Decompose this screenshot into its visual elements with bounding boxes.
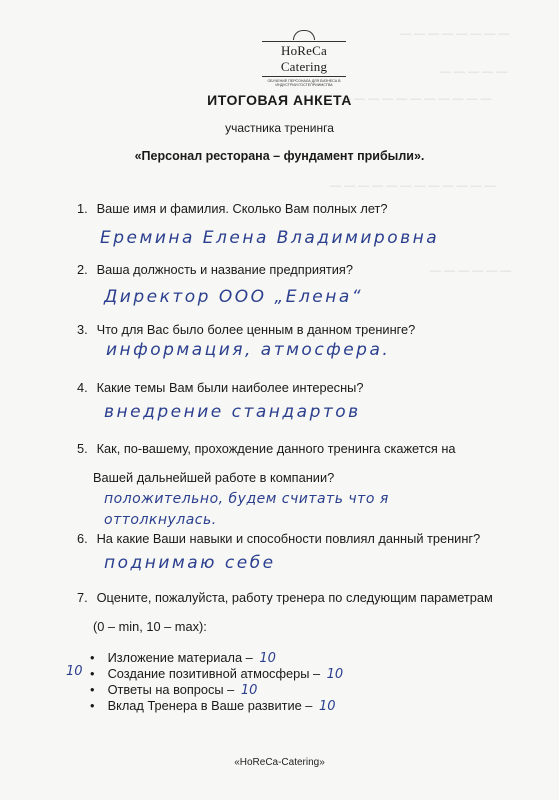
question-number: 4.: [77, 380, 88, 395]
question-text: Как, по-вашему, прохождение данного тренинга скажется на: [96, 441, 456, 456]
rating-item: [90, 698, 343, 714]
question-text: Какие темы Вам были наиболее интересны?: [96, 380, 364, 395]
page-subtitle: участника тренинга: [225, 121, 334, 135]
bullet-icon: •: [90, 682, 95, 697]
question-number: 7.: [77, 590, 88, 605]
question-text: Ваша должность и название предприятия?: [96, 262, 353, 277]
question-number: 3.: [77, 322, 88, 337]
question-7: [77, 590, 493, 605]
question-4: [77, 380, 363, 395]
rating-label: Вклад Тренера в Ваше развитие –: [107, 698, 313, 713]
question-number: 5.: [77, 441, 88, 456]
crown-icon: [293, 30, 315, 40]
question-text: Ваше имя и фамилия. Сколько Вам полных лет?: [96, 201, 388, 216]
question-5: [77, 441, 456, 456]
training-name: «Персонал ресторана – фундамент прибыли».: [134, 149, 425, 163]
answer-3[interactable]: информация, атмосфера.: [106, 340, 391, 360]
logo-tagline: ОБУЧЕНИЕ ПЕРСОНАЛА ДЛЯ БИЗНЕСА В ИНДУСТРИИ ГОСТЕПРИИМСТВА: [267, 79, 341, 87]
bullet-icon: •: [90, 650, 95, 665]
answer-4[interactable]: внедрение стандартов: [104, 402, 361, 422]
rating-score[interactable]: 10: [240, 683, 258, 698]
rating-list: [90, 650, 343, 714]
rating-scale: (0 – min, 10 – max):: [93, 619, 207, 634]
margin-score: 10: [66, 664, 83, 679]
question-number: 2.: [77, 262, 88, 277]
company-logo: [262, 30, 346, 87]
bleed-through-text: — — — — — — — — — — — —: [330, 180, 496, 192]
rating-item: [90, 650, 343, 666]
question-text: На какие Ваши навыки и способности повлиял данный тренинг?: [96, 531, 481, 546]
question-number: 6.: [77, 531, 88, 546]
page-title: ИТОГОВАЯ АНКЕТА: [207, 92, 352, 108]
rating-label: Создание позитивной атмосферы –: [107, 666, 321, 681]
logo-name: HoReCa Catering: [262, 41, 346, 77]
answer-2[interactable]: Директор ООО „Елена“: [104, 287, 364, 307]
question-text: Что для Вас было более ценным в данном тренинге?: [96, 322, 416, 337]
rating-label: Изложение материала –: [107, 650, 253, 665]
rating-score[interactable]: 10: [326, 667, 344, 682]
rating-item: [90, 682, 343, 698]
question-6: [77, 531, 480, 546]
page-footer: «HoReCa-Catering»: [234, 757, 325, 768]
bleed-through-text: — — — — — — — — — — —: [340, 93, 492, 105]
bleed-through-text: — — — — —: [440, 66, 508, 78]
question-5-continued: Вашей дальнейшей работе в компании?: [93, 470, 335, 485]
rating-score[interactable]: 10: [259, 651, 276, 666]
bullet-icon: •: [90, 698, 95, 713]
question-2: [77, 262, 353, 277]
answer-5-continued[interactable]: оттолкнулась.: [104, 512, 217, 528]
rating-label: Ответы на вопросы –: [107, 682, 235, 697]
question-1: [77, 201, 388, 216]
bullet-icon: •: [90, 666, 95, 681]
question-3: [77, 322, 415, 337]
question-number: 1.: [77, 201, 88, 216]
answer-5[interactable]: положительно, будем считать что я: [104, 491, 389, 507]
answer-6[interactable]: поднимаю себе: [104, 553, 276, 573]
bleed-through-text: — — — — — — — —: [400, 28, 510, 40]
answer-1[interactable]: Еремина Елена Владимировна: [100, 228, 440, 248]
question-text: Оцените, пожалуйста, работу тренера по следующим параметрам: [96, 590, 493, 605]
rating-item: [90, 666, 343, 682]
bleed-through-text: — — — — — —: [430, 265, 512, 277]
rating-score[interactable]: 10: [318, 699, 336, 714]
